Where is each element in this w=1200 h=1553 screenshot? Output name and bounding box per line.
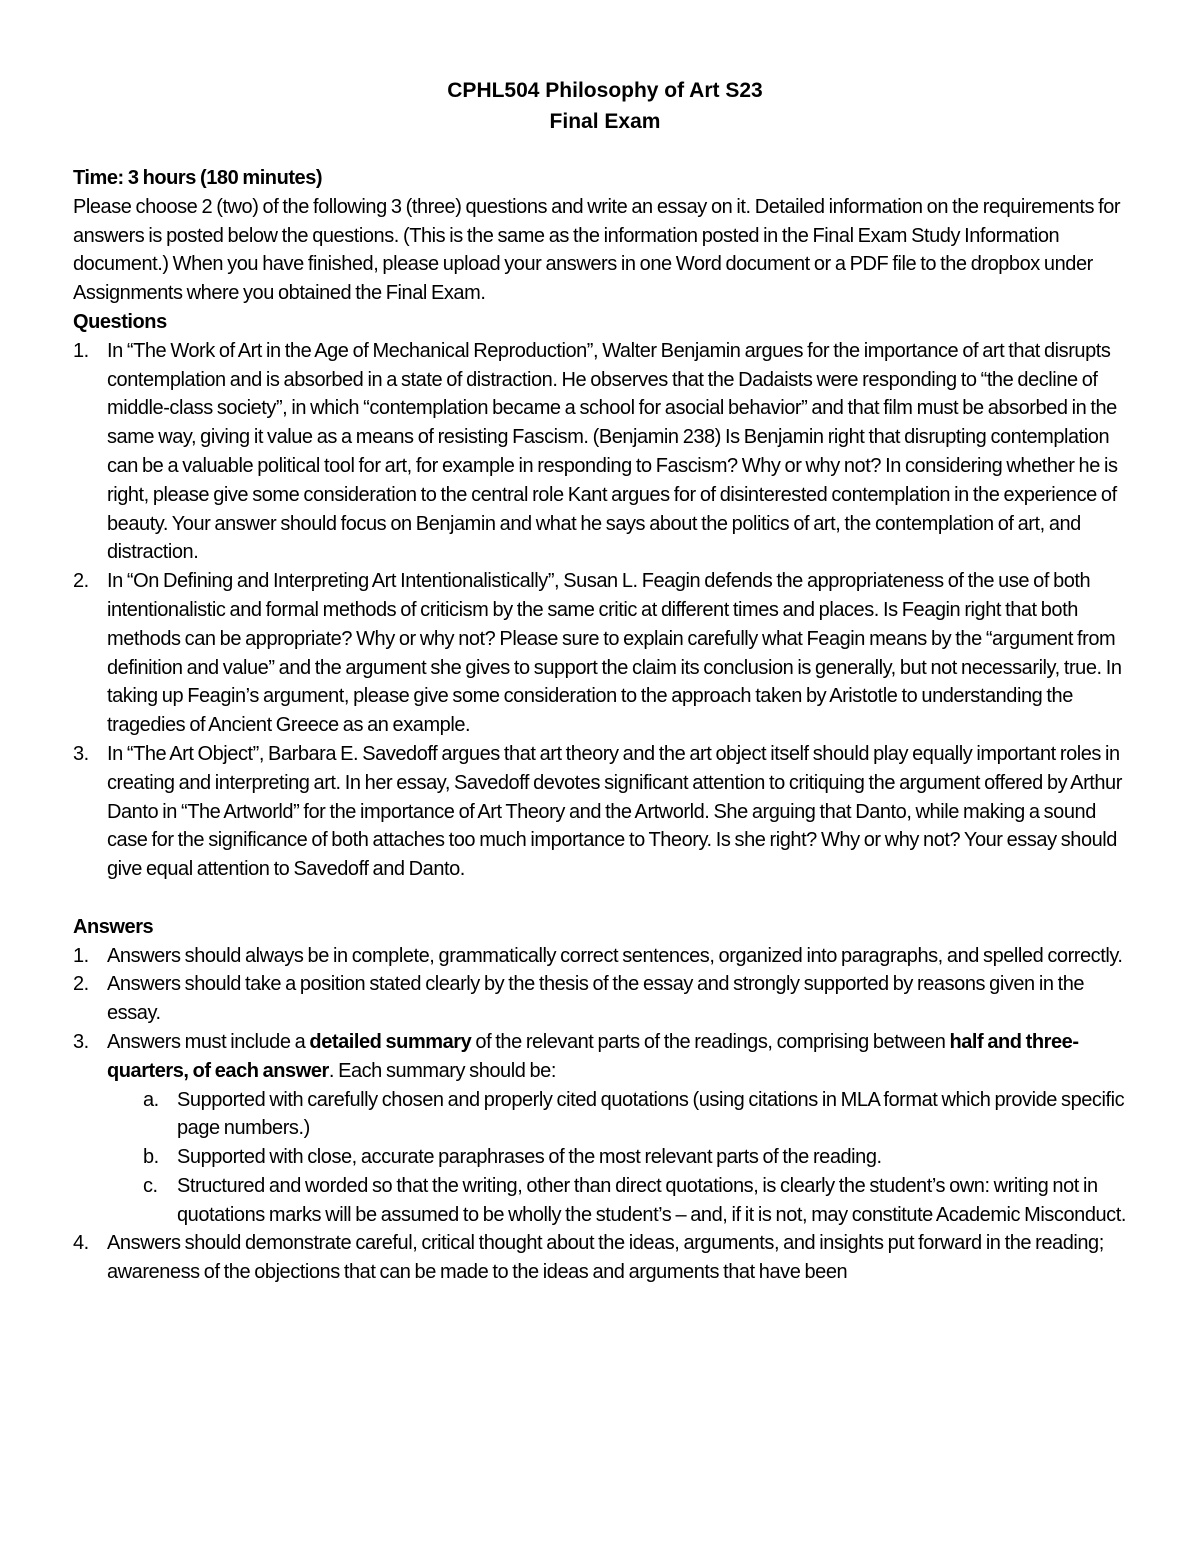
subitem-text: Structured and worded so that the writing, other than direct quotations, is clearly the student’s own: writing not in quotations marks will be assumed to be wholly the student’s – and, if it is not, may constitute Academic Misconduct.: [177, 1174, 1126, 1226]
document-page: [73, 75, 1137, 1287]
course-title: CPHL504 Philosophy of Art S23: [447, 79, 763, 102]
subitem-text: Supported with carefully chosen and properly cited quotations (using citations in MLA format which provide specific page numbers.): [177, 1088, 1125, 1140]
list-marker: 3.: [73, 1030, 89, 1053]
answer-text-middle: of the relevant parts of the readings, comprising between: [471, 1030, 950, 1053]
questions-list: [73, 337, 1137, 884]
instructions-paragraph: Please choose 2 (two) of the following 3 (three) questions and write an essay on it. Detailed information on the requirements for answers is posted below the questions. (This is the same as the information posted in the Final Exam Study Information document.) When you have finished, please upload your answers in one Word document or a PDF file to the dropbox under Assignments where you obtained the Final Exam.: [73, 195, 1121, 305]
answers-list: [73, 942, 1137, 1288]
title-block: [73, 75, 1137, 137]
list-marker: b.: [143, 1146, 159, 1169]
spacer: [73, 884, 1137, 913]
list-marker: 4.: [73, 1232, 89, 1255]
summary-requirements-list: [107, 1086, 1137, 1230]
answer-item-1: [73, 942, 1137, 971]
list-marker: 3.: [73, 742, 89, 765]
answers-heading: Answers: [73, 915, 154, 938]
subitem-text: Supported with close, accurate paraphrases of the most relevant parts of the reading.: [177, 1146, 882, 1169]
answer-item-2: [73, 970, 1137, 1028]
questions-heading: Questions: [73, 310, 167, 333]
list-marker: 1.: [73, 944, 89, 967]
question-text: In “The Art Object”, Barbara E. Savedoff argues that art theory and the art object itself should play equally important roles in creating and interpreting art. In her essay, Savedoff devotes significant attention to critiquing the argument offered by Arthur Danto in “The Artworld” for the importance of Art Theory and the Artworld. She arguing that Danto, while making a sound case for the significance of both attaches too much importance to Theory. Is she right? Why or why not? Your essay should give equal attention to Savedoff and Danto.: [107, 742, 1122, 881]
question-item-3: [73, 740, 1137, 884]
question-text: In “On Defining and Interpreting Art Intentionalistically”, Susan L. Feagin defends the appropriateness of the use of both intentionalistic and formal methods of criticism by the same critic at different times and places. Is Feagin right that both methods can be appropriate? Why or why not? Please sure to explain carefully what Feagin means by the “argument from definition and value” and the argument she gives to support the claim its conclusion is generally, but not necessarily, true. In taking up Feagin’s argument, please give some consideration to the approach taken by Aristotle to understanding the tragedies of Ancient Greece as an example.: [107, 570, 1122, 737]
bold-half-three-quarters: half and three-quarters, of each answer: [107, 1030, 1079, 1082]
answer-text-before: Answers must include a: [107, 1030, 310, 1053]
question-item-2: [73, 567, 1137, 740]
list-marker: 1.: [73, 339, 89, 362]
bold-detailed-summary: detailed summary: [309, 1030, 472, 1053]
question-text: In “The Work of Art in the Age of Mechanical Reproduction”, Walter Benjamin argues for the importance of art that disrupts contemplation and is absorbed in a state of distraction. He observes that the Dadaists were responding to “the decline of middle-class society”, in which “contemplation became a school for asocial behavior” and that film must be absorbed in the same way, giving it value as a means of resisting Fascism. (Benjamin 238) Is Benjamin right that disrupting contemplation can be a valuable political tool for art, for example in responding to Fascism? Why or why not? In considering whether he is right, please give some consideration to the central role Kant argues for of disinterested contemplation in the experience of beauty. Your answer should focus on Benjamin and what he says about the politics of art, the contemplation of art, and distraction.: [107, 339, 1118, 564]
subitem-b: [107, 1143, 1137, 1172]
subitem-a: [107, 1086, 1137, 1144]
list-marker: 2.: [73, 570, 89, 593]
answer-item-3: [73, 1028, 1137, 1230]
question-item-1: [73, 337, 1137, 567]
answer-item-4: [73, 1229, 1137, 1287]
answer-text: Answers should always be in complete, grammatically correct sentences, organized into paragraphs, and spelled correctly.: [107, 944, 1123, 967]
answer-text-after: . Each summary should be:: [328, 1059, 556, 1082]
list-marker: c.: [143, 1174, 158, 1197]
subitem-c: [107, 1172, 1137, 1230]
list-marker: 2.: [73, 973, 89, 996]
time-label: Time: 3 hours (180 minutes): [73, 167, 323, 189]
answer-text: Answers should demonstrate careful, critical thought about the ideas, arguments, and insights put forward in the reading; awareness of the objections that can be made to the ideas and arguments that have been: [107, 1232, 1104, 1284]
list-marker: a.: [143, 1088, 159, 1111]
answer-text: Answers should take a position stated clearly by the thesis of the essay and strongly supported by reasons given in the essay.: [107, 973, 1085, 1025]
exam-title: Final Exam: [549, 110, 661, 133]
